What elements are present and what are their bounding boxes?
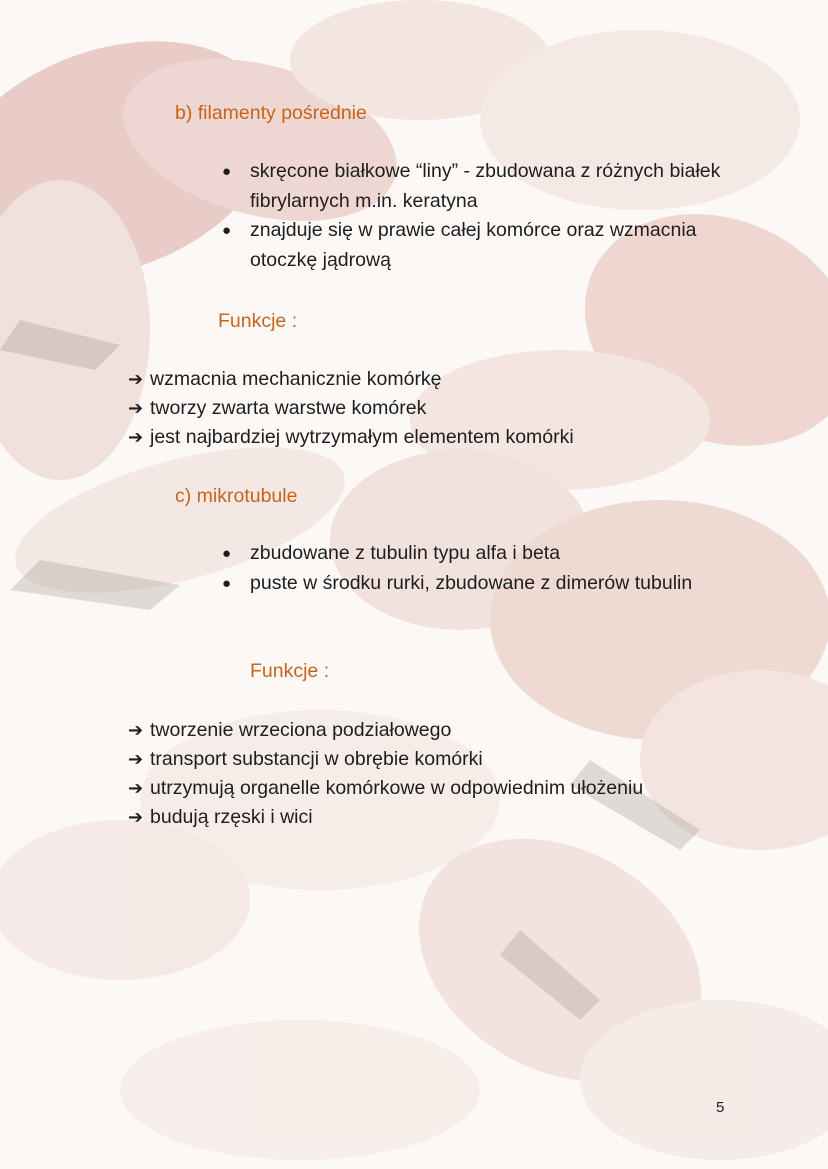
list-item xyxy=(128,394,574,423)
list-item: ● zbudowane z tubulin typu alfa i beta xyxy=(222,539,725,569)
functions-heading-filamenty: Funkcje : xyxy=(218,310,298,332)
list-item xyxy=(128,803,643,832)
list-item xyxy=(128,423,574,452)
section-heading-filamenty: b) filamenty pośrednie xyxy=(175,102,367,124)
arrow-right-icon: ➔ xyxy=(128,720,144,741)
bullet-list-filamenty xyxy=(222,157,725,275)
function-text: budują rzęski i wici xyxy=(150,806,313,828)
bullet-list-mikrotubule xyxy=(222,539,725,598)
list-item xyxy=(128,745,643,774)
function-text: tworzy zwarta warstwe komórek xyxy=(150,397,427,419)
arrow-right-icon: ➔ xyxy=(128,807,144,828)
function-list-mikrotubule xyxy=(128,716,643,832)
section-heading-mikrotubule: c) mikrotubule xyxy=(175,485,298,507)
function-text: utrzymują organelle komórkowe w odpowiednim ułożeniu xyxy=(150,777,644,799)
arrow-right-icon: ➔ xyxy=(128,778,144,799)
function-list-filamenty xyxy=(128,365,574,452)
arrow-right-icon: ➔ xyxy=(128,427,144,448)
function-text: wzmacnia mechanicznie komórkę xyxy=(150,368,442,390)
list-item xyxy=(128,774,643,803)
function-text: jest najbardziej wytrzymałym elementem komórki xyxy=(150,426,574,448)
list-item: ● skręcone białkowe “liny” - zbudowana z różnych białek fibrylarnych m.in. keratyna xyxy=(222,157,725,216)
arrow-right-icon: ➔ xyxy=(128,398,144,419)
list-item xyxy=(128,716,643,745)
list-item xyxy=(128,365,574,394)
page-number: 5 xyxy=(716,1099,725,1116)
functions-heading-mikrotubule: Funkcje : xyxy=(250,660,330,682)
function-text: tworzenie wrzeciona podziałowego xyxy=(150,719,452,741)
list-item: ● znajduje się w prawie całej komórce oraz wzmacnia otoczkę jądrową xyxy=(222,216,725,275)
function-text: transport substancji w obrębie komórki xyxy=(150,748,483,770)
arrow-right-icon: ➔ xyxy=(128,749,144,770)
arrow-right-icon: ➔ xyxy=(128,369,144,390)
list-item: ● puste w środku rurki, zbudowane z dimerów tubulin xyxy=(222,569,725,599)
